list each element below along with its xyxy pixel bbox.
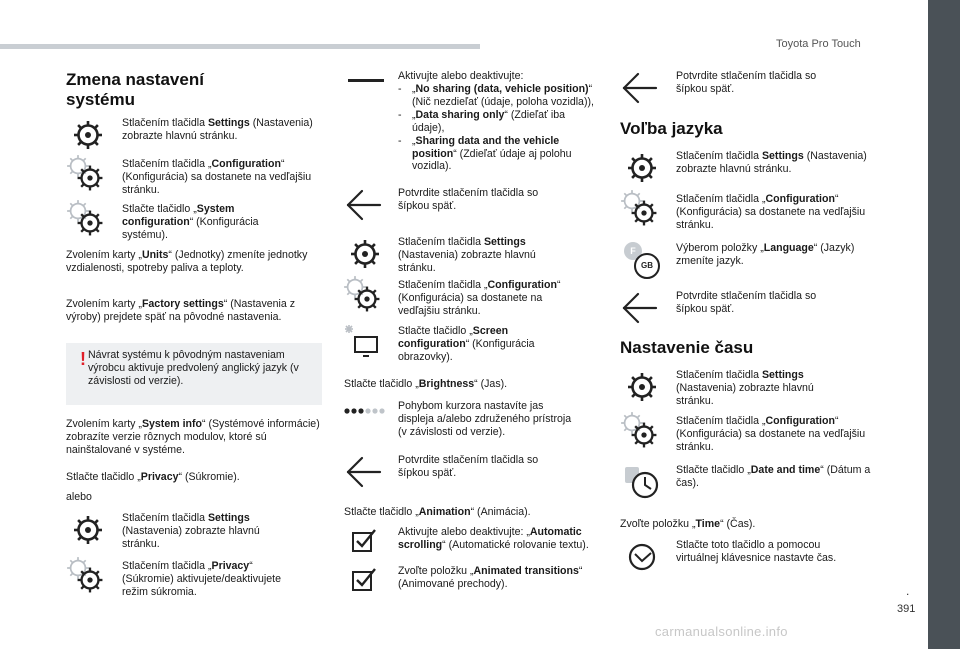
running-title: Toyota Pro Touch <box>776 38 861 50</box>
step-text: Stlačte tlačidlo „Date and time“ (Dátum a čas). <box>676 464 871 489</box>
step-text: Stlačením tlačidla „Configuration“ (Konfigurácia) sa dostanete na vedľajšiu stránku. <box>398 279 561 317</box>
warning-note <box>66 343 322 405</box>
step-text: Potvrdite stlačením tlačidla so šípkou späť. <box>676 70 817 95</box>
double-gear-icon <box>628 419 660 451</box>
page-number: 391 <box>897 603 916 615</box>
sharing-options-list <box>398 83 598 173</box>
step-text: Stlačením tlačidla Settings (Nastavenia) zobrazte hlavnú stránku. <box>676 369 814 407</box>
paragraph-animation: Stlačte tlačidlo „Animation“ (Animácia). <box>344 506 531 518</box>
back-arrow-icon <box>620 288 660 328</box>
step-text: Stlačením tlačidla Settings (Nastavenia) zobrazte hlavnú stránku. <box>122 117 313 142</box>
step-text: Stlačením tlačidla Settings (Nastavenia) zobrazte hlavnú stránku. <box>122 512 260 550</box>
gear-icon <box>624 150 660 186</box>
language-badge-gb: GB <box>634 253 660 279</box>
paragraph-factory-settings: Zvolením karty „Factory settings“ (Nastavenia z výroby) prejdete späť na pôvodné nastavenia. <box>66 298 296 323</box>
step-text: Stlačte tlačidlo „Screen configuration“ (Konfigurácia obrazovky). <box>398 325 535 363</box>
time-entry-icon <box>624 539 660 575</box>
gear-icon <box>70 512 106 548</box>
step-text: Pohybom kurzora nastavíte jas displeja a/alebo združeného prístroja (v závislosti od verzie). <box>398 400 572 438</box>
watermark: carmanualsonline.info <box>655 624 788 639</box>
back-arrow-icon <box>344 452 384 492</box>
paragraph-system-info: Zvolením karty „System info“ (Systémové informácie) zobrazíte verzie rôznych modulov, ktoré sú nainštalované v systéme. <box>66 418 320 456</box>
sharing-text <box>398 70 598 173</box>
step-text: Stlačte tlačidlo „System configuration“ (Konfigurácia systému). <box>122 203 259 241</box>
step-text: Potvrdite stlačením tlačidla so šípkou späť. <box>398 454 539 479</box>
step-text: Stlačením tlačidla „Configuration“ (Konfigurácia) sa dostanete na vedľajšiu stránku. <box>676 415 866 453</box>
step-text: Potvrdite stlačením tlačidla so šípkou späť. <box>676 290 817 315</box>
paragraph-time: Zvoľte položku „Time“ (Čas). <box>620 518 756 530</box>
gear-icon <box>347 236 383 272</box>
clock-icon <box>624 464 660 500</box>
side-strip <box>928 0 960 649</box>
double-gear-icon <box>351 283 383 315</box>
section-title-system-settings <box>66 70 204 109</box>
checkbox-icon <box>350 526 378 554</box>
activate-intro: Aktivujte alebo deaktivujte: <box>398 70 524 82</box>
alebo-text: alebo <box>66 491 92 503</box>
step-text: Zvoľte položku „Animated transitions“ (Animované prechody). <box>398 565 583 590</box>
list-item: - „Sharing data and the vehicle position“ (Zdieľať údaje aj polohu vozidla). <box>398 135 598 174</box>
list-item: - „Data sharing only“ (Zdieľať iba údaje), <box>398 109 598 135</box>
back-arrow-icon <box>344 185 384 225</box>
language-icon <box>624 242 660 278</box>
step-text: Potvrdite stlačením tlačidla so šípkou späť. <box>398 187 539 212</box>
brightness-level-icon <box>344 407 386 415</box>
paragraph-privacy: Stlačte tlačidlo „Privacy“ (Súkromie). <box>66 471 240 483</box>
step-text: Stlačením tlačidla „Configuration“ (Konfigurácia) sa dostanete na vedľajšiu stránku. <box>676 193 866 231</box>
step-text: Stlačením tlačidla „Privacy“ (Súkromie) aktivujete/deaktivujete režim súkromia. <box>122 560 281 598</box>
step-text: Aktivujte alebo deaktivujte: „Automatic scrolling“ (Automatické rolovanie textu). <box>398 526 589 551</box>
gear-icon <box>70 117 106 153</box>
double-gear-icon <box>74 162 106 194</box>
step-text: Výberom položky „Language“ (Jazyk) zmeníte jazyk. <box>676 242 855 267</box>
privacy-gear-icon <box>74 564 106 596</box>
section-title-time: Nastavenie času <box>620 338 754 357</box>
page-dot: . <box>906 584 910 598</box>
note-text: Návrat systému k pôvodným nastaveniam výrobcu aktivuje predvolený anglický jazyk (v závislosti od verzie). <box>88 349 299 387</box>
slider-bar-icon <box>348 78 384 84</box>
screen-icon <box>343 323 381 363</box>
paragraph-units: Zvolením karty „Units“ (Jednotky) zmeníte jednotky vzdialenosti, spotreby paliva a teploty. <box>66 249 308 274</box>
gear-icon <box>624 369 660 405</box>
section-title-language: Voľba jazyka <box>620 119 723 138</box>
double-gear-icon <box>628 197 660 229</box>
language-badge-f: F <box>624 242 642 260</box>
back-arrow-icon <box>620 68 660 108</box>
warning-icon: ! <box>80 349 86 369</box>
title-line-1: Zmena nastavení <box>66 70 204 89</box>
double-gear-icon <box>74 207 106 239</box>
title-line-2: systému <box>66 89 135 109</box>
step-text: Stlačte toto tlačidlo a pomocou virtuálnej klávesnice nastavte čas. <box>676 539 837 564</box>
checkbox-icon <box>350 565 378 593</box>
header-rule <box>0 44 480 49</box>
step-text: Stlačením tlačidla Settings (Nastavenia) zobrazte hlavnú stránku. <box>676 150 867 175</box>
step-text: Stlačením tlačidla Settings (Nastavenia) zobrazte hlavnú stránku. <box>398 236 536 274</box>
list-item: - „No sharing (data, vehicle position)“ (Nič nezdieľať (údaje, poloha vozidla)), <box>398 83 598 109</box>
step-text: Stlačením tlačidla „Configuration“ (Konfigurácia) sa dostanete na vedľajšiu stránku. <box>122 158 312 196</box>
paragraph-brightness: Stlačte tlačidlo „Brightness“ (Jas). <box>344 378 508 390</box>
